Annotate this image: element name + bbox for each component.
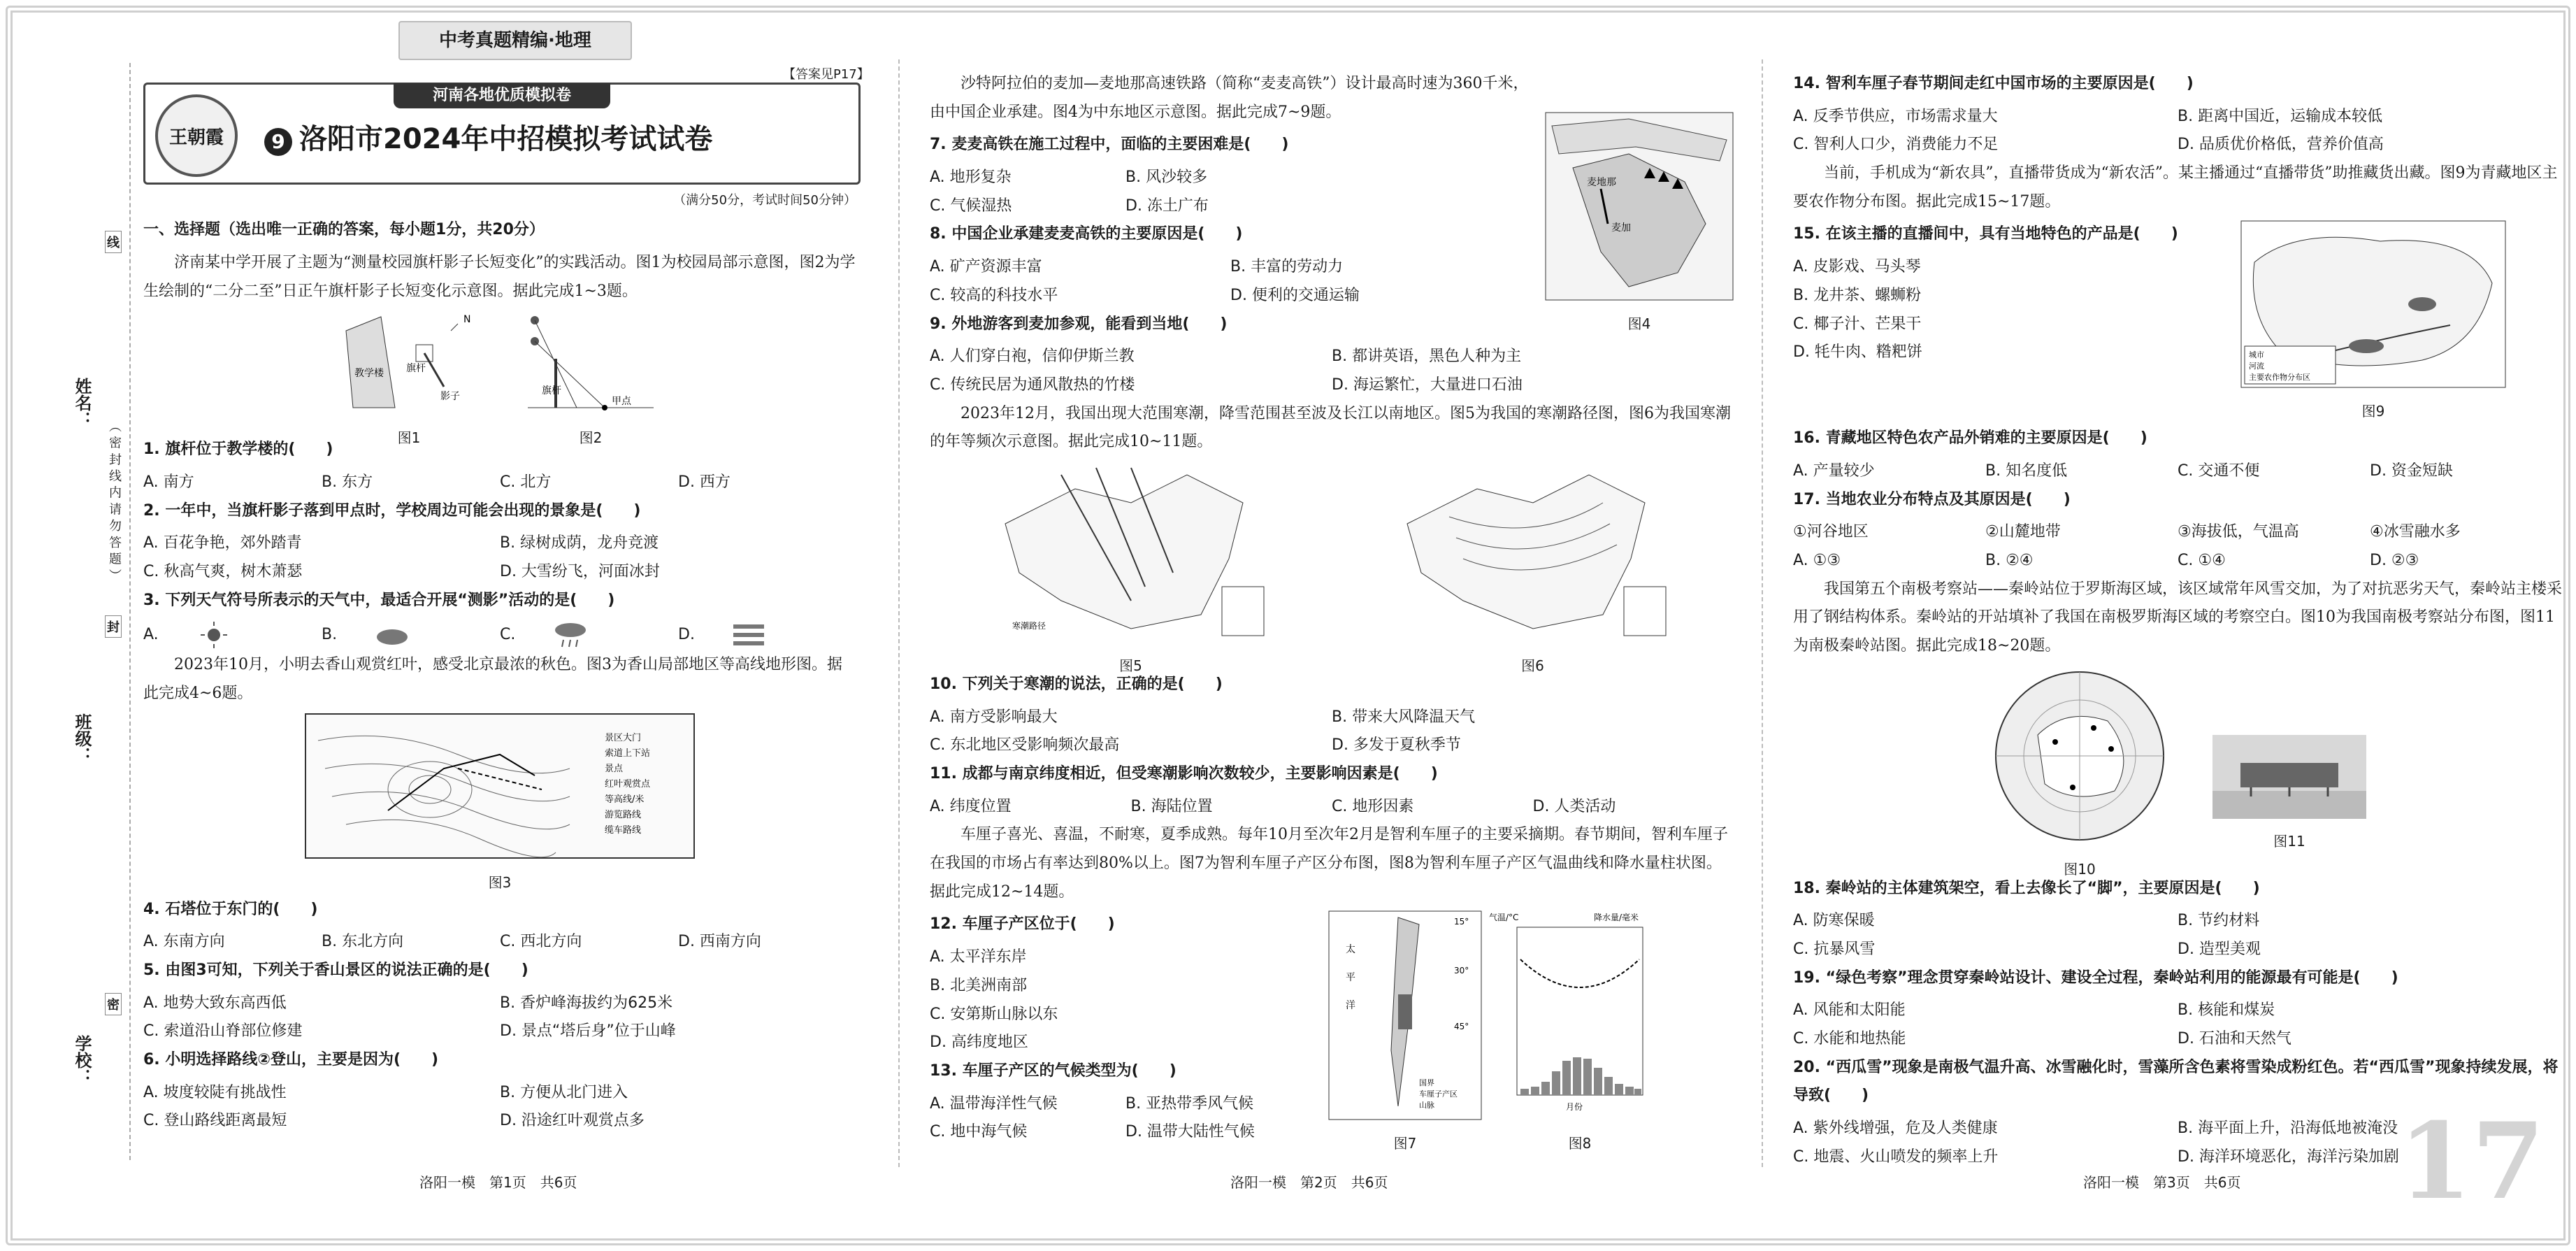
north-label: N [463, 314, 471, 326]
option: B. 绿树成荫，龙舟竞渡 [500, 534, 659, 552]
ocean-label: 平 [1346, 972, 1355, 984]
option: B. ②④ [1985, 551, 2034, 569]
option [143, 619, 322, 651]
figure-10-map [1989, 665, 2171, 847]
figure-7 [1328, 910, 1482, 1157]
option: D. 沿途红叶观赏点多 [500, 1112, 645, 1130]
option: A. ①③ [1793, 551, 1841, 569]
seal-line [129, 63, 131, 1160]
question-10-options [930, 703, 1734, 760]
option: A. 南方 [143, 473, 194, 492]
column-1 [143, 189, 856, 1195]
legend-item: 寒潮路径 [1012, 620, 1046, 631]
figure-11-caption: 图11 [2273, 833, 2305, 850]
intro-18-20: 我国第五个南极考察站——秦岭站位于罗斯海区域，该区域常年风雪交加，为了对抗恶劣天气，秦岭站主楼采用了钢结构体系。秦岭站的开站填补了我国在南极罗斯海区域的考察空白。图10为我国南极考察站分布图，图11为南极秦岭站图。据此完成18~20题。 [1793, 580, 2563, 655]
option: A. 地形复杂 [930, 169, 1012, 187]
figure-4 [1545, 112, 1734, 337]
footer-page-2: 洛阳一模 第2页 共6页 [1230, 1174, 1388, 1191]
question-12-options [930, 943, 1321, 1057]
option: C. 抗暴风雪 [1793, 941, 1876, 958]
q12-13-text [930, 910, 1321, 1157]
option: B. 丰富的劳动力 [1230, 258, 1344, 276]
question-20: 20. “西瓜雪”现象是南极气温升高、冰雪融化时，雪藻所含色素将雪染成粉红色。若“西瓜雪”现象持续发展，将导致( ) [1793, 1058, 2559, 1105]
cloudy-icon [371, 619, 413, 651]
question-5-options [143, 989, 856, 1046]
legend-item: 景区大门 [605, 732, 642, 743]
footer-page-1: 洛阳一模 第1页 共6页 [419, 1174, 577, 1191]
figure-8-chart [1489, 910, 1671, 1120]
question-16-options [1793, 457, 2562, 486]
option: A. 风能和太阳能 [1793, 1001, 1906, 1020]
figure-1-diagram [339, 310, 479, 415]
figure-row-5-6 [930, 461, 1734, 674]
figure-3-caption: 图3 [488, 873, 512, 891]
question-13-options [930, 1090, 1321, 1147]
option: A. 产量较少 [1793, 462, 1875, 480]
ocean-label: 洋 [1346, 1000, 1355, 1012]
option: C. ①④ [2178, 551, 2226, 569]
option: C. 西北方向 [500, 933, 582, 951]
option: B. 东方 [322, 473, 373, 492]
city-label: 麦加 [1611, 222, 1631, 234]
option: D. ②③ [2370, 551, 2419, 569]
figure-4-caption: 图4 [1627, 315, 1651, 332]
figure-1 [339, 310, 479, 447]
question-6: 6. 小明选择路线②登山，主要是因为( ) [143, 1050, 439, 1068]
page-title [264, 117, 712, 157]
score-note: （满分50分，考试时间50分钟） [673, 193, 856, 208]
figure-7-caption: 图7 [1393, 1135, 1417, 1152]
option: C. 登山路线距离最短 [143, 1112, 287, 1130]
figure-row-10-11 [1793, 665, 2562, 878]
legend-item: 缆车路线 [605, 824, 642, 836]
legend-item: 游览路线 [605, 809, 642, 820]
option: A. 矿产资源丰富 [930, 258, 1042, 276]
figure-3-map [304, 713, 696, 859]
figure-10 [1989, 665, 2171, 878]
intro-15-17: 当前，手机成为“新农具”，直播带货成为“新农活”。某主播通过“直播带货”助推藏货出藏。图9为青藏地区主要农作物分布图。据此完成15~17题。 [1793, 164, 2558, 210]
question-2-options [143, 529, 856, 586]
question-10: 10. 下列关于寒潮的说法，正确的是( ) [930, 675, 1223, 693]
question-5: 5. 由图3可知，下列关于香山景区的说法正确的是( ) [143, 961, 528, 979]
legend-item: 城市 [2249, 350, 2264, 360]
option: C. 东北地区受影响频次最高 [930, 736, 1120, 755]
option: D. 冻土广布 [1125, 196, 1209, 215]
option: B. 海平面上升，沿海低地被淹没 [2178, 1120, 2398, 1138]
column-2 [930, 70, 1734, 1195]
legend-item: 红叶观赏点 [605, 778, 651, 789]
inset-box [1624, 587, 1666, 636]
figure-2 [521, 310, 661, 447]
side-name: 姓名： [72, 378, 92, 428]
option: B. 香炉峰海拔约为625米 [500, 994, 673, 1012]
option: D. 高纬度地区 [930, 1034, 1028, 1052]
side-mark-secret: 密 [105, 993, 122, 1015]
figure-9-caption: 图9 [2361, 403, 2385, 420]
figure-11-photo [2212, 735, 2366, 819]
figure-8-caption: 图8 [1568, 1135, 1592, 1152]
figure-9 [2240, 220, 2506, 424]
legend-item: 山脉 [1419, 1101, 1434, 1110]
figure-6-map [1393, 461, 1673, 643]
antarctica-outline [2038, 716, 2124, 796]
option: B. 节约材料 [2178, 912, 2260, 930]
axis-label: 降水量/毫米 [1594, 913, 1639, 923]
footer-page-3: 洛阳一模 第3页 共6页 [2083, 1174, 2241, 1191]
question-12: 12. 车厘子产区位于( ) [930, 915, 1115, 934]
precipitation-bars [1520, 1057, 1641, 1095]
option: D. 西方 [678, 473, 731, 492]
pole-label: 旗杆 [542, 385, 561, 397]
option: B. 都讲英语，黑色人种为主 [1332, 348, 1522, 366]
option: B. 龙井茶、螺蛳粉 [1793, 286, 1922, 304]
option: D. 景点“塔后身”位于山峰 [500, 1022, 676, 1041]
option: A. 皮影戏、马头琴 [1793, 258, 1921, 276]
title-badge: 河南各地优质模拟卷 [394, 83, 610, 108]
option: C. 地中海气候 [930, 1123, 1028, 1141]
item: ①河谷地区 [1793, 523, 1869, 541]
option: A. 紫外线增强，危及人类健康 [1793, 1120, 1998, 1138]
question-16: 16. 青藏地区特色农产品外销难的主要原因是( ) [1793, 429, 2147, 448]
intro-12-14: 车厘子喜光、喜温，不耐寒，夏季成熟。每年10月至次年2月是智利车厘子的主要采摘期。春节期间，智利车厘子在我国的市场占有率达到80%以上。图7为智利车厘子产区分布图，图8为智利车厘子产区气温曲线和降水量柱状图。据此完成12~14题。 [930, 826, 1728, 901]
figure-4-map [1545, 112, 1734, 301]
shadow-label: 影子 [440, 391, 460, 403]
option: B. 知名度低 [1985, 462, 2068, 480]
option: B. 核能和煤炭 [2178, 1001, 2275, 1020]
option: C. 交通不便 [2178, 462, 2260, 480]
option: C. 秋高气爽，树木萧瑟 [143, 563, 303, 581]
option: B. 带来大风降温天气 [1332, 708, 1476, 726]
temperature-curve [1520, 959, 1639, 987]
intro-1-3: 济南某中学开展了主题为“测量校园旗杆影子长短变化”的实践活动。图1为校园局部示意图，图2为学生绘制的“二分二至”日正午旗杆影子长短变化示意图。据此完成1~3题。 [143, 253, 856, 300]
sun-ray [535, 341, 605, 408]
question-4-options [143, 928, 856, 957]
answer-ref: 【答案见P17】 [783, 67, 870, 82]
option: A. 纬度位置 [930, 797, 1012, 815]
legend-item: 车厘子产区 [1419, 1089, 1458, 1099]
option: D. 石油和天然气 [2178, 1030, 2291, 1048]
shadow-line [424, 353, 444, 387]
option: D. 牦牛肉、糌粑饼 [1793, 343, 1922, 362]
building-label: 教学楼 [354, 368, 384, 380]
option: C. 地震、火山喷发的频率上升 [1793, 1148, 1999, 1166]
option: D. 温带大陆性气候 [1125, 1123, 1255, 1141]
figure-9-map [2240, 220, 2506, 388]
side-seal: （ 密 封 线 内 请 勿 答 题 ） [107, 420, 122, 582]
figure-5-map [991, 461, 1271, 643]
figure-2-diagram [521, 310, 661, 415]
column-3 [1793, 70, 2562, 1195]
figure-7-map [1328, 910, 1482, 1120]
option [678, 619, 856, 651]
question-1-options [143, 469, 856, 497]
option-label: A. [143, 626, 159, 644]
question-3-options [143, 619, 856, 651]
legend-item: 等高线/米 [605, 794, 645, 805]
option: D. 海运繁忙，大量进口石油 [1332, 376, 1523, 394]
axis-label: 气温/°C [1489, 913, 1519, 923]
question-17-options [1793, 547, 2562, 576]
question-18-options [1793, 907, 2562, 964]
question-3: 3. 下列天气符号所表示的天气中，最适合开展“测影”活动的是( ) [143, 591, 615, 609]
option: A. 南方受影响最大 [930, 708, 1058, 726]
question-15-options [1793, 253, 2240, 367]
figure-row-1-2 [339, 310, 856, 447]
option: A. 防寒保暖 [1793, 912, 1875, 930]
latitude-label: 15° [1454, 917, 1469, 927]
city-label: 麦地那 [1587, 177, 1616, 188]
legend-item: 景点 [605, 763, 624, 774]
figure-3 [304, 713, 696, 896]
question-17-items [1793, 518, 2562, 547]
question-9: 9. 外地游客到麦加参观，能看到当地( ) [930, 315, 1228, 333]
option: A. 反季节供应，市场需求量大 [1793, 107, 1998, 125]
series-tab: 中考真题精编·地理 [398, 21, 632, 60]
question-11: 11. 成都与南京纬度相近，但受寒潮影响次数较少，主要影响因素是( ) [930, 765, 1438, 782]
option [500, 619, 678, 651]
item: ④冰雪融水多 [2370, 523, 2461, 541]
figure-6-caption: 图6 [1521, 657, 1544, 674]
option: A. 温带海洋性气候 [930, 1094, 1058, 1113]
north-arrow-icon [451, 324, 458, 331]
option: B. 方便从北门进入 [500, 1083, 628, 1101]
logo: 王朝霞 [155, 94, 238, 177]
legend-item: 索道上下站 [605, 748, 651, 759]
option: A. 人们穿白袍，信仰伊斯兰教 [930, 348, 1135, 366]
inset-box [1222, 587, 1264, 636]
question-2: 2. 一年中，当旗杆影子落到甲点时，学校周边可能会出现的景象是( ) [143, 501, 641, 520]
option: C. 安第斯山脉以东 [930, 1005, 1058, 1023]
option: C. 北方 [500, 473, 552, 492]
q15-block [1793, 220, 2562, 424]
china-outline [1005, 475, 1243, 629]
column-divider [1762, 59, 1763, 1167]
question-7-options [930, 164, 1321, 220]
item: ③海拔低，气温高 [2178, 523, 2299, 541]
building-shape [346, 317, 395, 408]
station-building [2240, 763, 2338, 787]
option: A. 太平洋东岸 [930, 948, 1027, 966]
figure-2-caption: 图2 [579, 429, 603, 447]
option: C. 椰子汁、芒果干 [1793, 315, 1922, 333]
section-heading: 一、选择题（选出唯一正确的答案，每小题1分，共20分） [143, 221, 545, 239]
question-17: 17. 当地农业分布特点及其原因是( ) [1793, 490, 2071, 508]
question-15: 15. 在该主播的直播间中，具有当地特色的产品是( ) [1793, 225, 2178, 243]
option: D. 大雪纷飞，河面冰封 [500, 563, 660, 581]
q15-text [1793, 220, 2240, 424]
q12-13-block [930, 910, 1734, 1157]
option: D. 西南方向 [678, 933, 761, 951]
option: D. 海洋环境恶化，海洋污染加剧 [2178, 1148, 2399, 1166]
option: A. 地势大致东高西低 [143, 994, 287, 1012]
option: C. 传统民居为通风散热的竹楼 [930, 376, 1135, 394]
page-number: 17 [2398, 1100, 2545, 1223]
option-label: D. [678, 626, 695, 644]
option: C. 较高的科技水平 [930, 286, 1058, 304]
option: C. 水能和地热能 [1793, 1030, 1906, 1048]
figure-5-caption: 图5 [1119, 657, 1142, 674]
question-14: 14. 智利车厘子春节期间走红中国市场的主要原因是( ) [1793, 75, 2194, 92]
option: D. 资金短缺 [2370, 462, 2453, 480]
latitude-label: 30° [1454, 966, 1469, 976]
figure-10-caption: 图10 [2064, 861, 2096, 878]
option-label: C. [500, 626, 516, 644]
option: C. 智利人口少，消费能力不足 [1793, 136, 1999, 154]
title-box [143, 83, 861, 185]
option [322, 619, 500, 651]
option: C. 地形因素 [1332, 797, 1414, 815]
column-divider [898, 59, 900, 1167]
intro-10-11: 2023年12月，我国出现大范围寒潮，降雪范围甚至波及长江以南地区。图5为我国的寒潮路径图，图6为我国寒潮的年等频次示意图。据此完成10~11题。 [930, 404, 1731, 451]
cherry-region [1398, 994, 1412, 1029]
pole-label: 旗杆 [406, 363, 426, 375]
option: C. 索道沿山脊部位修建 [143, 1022, 303, 1041]
option: B. 海陆位置 [1130, 797, 1213, 815]
question-6-options [143, 1079, 856, 1136]
intro-7-9: 沙特阿拉伯的麦加—麦地那高速铁路（简称“麦麦高铁”）设计最高时速为360千米，由中国企业承建。图4为中东地区示意图。据此完成7~9题。 [930, 75, 1529, 121]
latitude-label: 45° [1454, 1022, 1469, 1032]
question-18: 18. 秦岭站的主体建筑架空，看上去像长了“脚”，主要原因是( ) [1793, 879, 2260, 897]
legend-item: 河流 [2249, 362, 2264, 371]
option: B. 风沙较多 [1125, 169, 1208, 187]
ocean-label: 太 [1346, 944, 1355, 956]
option: B. 距离中国近，运输成本较低 [2178, 107, 2383, 125]
option: A. 东南方向 [143, 933, 225, 951]
question-19-options [1793, 996, 2562, 1053]
option-label: B. [322, 626, 338, 644]
question-9-options [930, 343, 1734, 399]
question-14-options [1793, 103, 2562, 159]
side-school: 学校： [72, 1035, 92, 1085]
question-8-options [930, 253, 1531, 310]
question-13: 13. 车厘子产区的气候类型为( ) [930, 1061, 1177, 1080]
fog-icon [728, 619, 770, 651]
question-8: 8. 中国企业承建麦麦高铁的主要原因是( ) [930, 225, 1243, 243]
option: A. 百花争艳，郊外踏青 [143, 534, 302, 552]
point-jia [602, 405, 607, 410]
option: D. 人类活动 [1532, 797, 1616, 815]
question-19: 19. “绿色考察”理念贯穿秦岭站设计、建设全过程，秦岭站利用的能源最有可能是( ) [1793, 968, 2398, 987]
legend-item: 主要农作物分布区 [2249, 373, 2310, 383]
figure-1-caption: 图1 [397, 429, 421, 447]
figure-8 [1489, 910, 1671, 1157]
option: B. 北美洲南部 [930, 976, 1028, 994]
option: D. 便利的交通运输 [1230, 286, 1360, 304]
side-class: 班级： [72, 713, 92, 764]
figure-11 [2212, 665, 2366, 875]
option: B. 亚热带季风气候 [1125, 1094, 1254, 1113]
legend-item: 国界 [1419, 1078, 1434, 1088]
figure-5 [991, 461, 1271, 674]
question-7: 7. 麦麦高铁在施工过程中，面临的主要困难是( ) [930, 136, 1289, 154]
option: D. 造型美观 [2178, 941, 2261, 958]
question-11-options [930, 793, 1734, 822]
title-text: 洛阳市2024年中招模拟考试试卷 [299, 123, 713, 155]
option: D. 品质优价格低，营养价值高 [2178, 136, 2384, 154]
axis-label: 月份 [1566, 1102, 1583, 1113]
exam-number-badge: 9 [264, 128, 292, 156]
sunny-icon [193, 619, 235, 651]
question-1: 1. 旗杆位于教学楼的( ) [143, 441, 333, 459]
question-4: 4. 石塔位于东门的( ) [143, 900, 318, 918]
rain-icon [549, 619, 591, 651]
option: D. 多发于夏秋季节 [1332, 736, 1461, 755]
point-label: 甲点 [612, 396, 631, 408]
item: ②山麓地带 [1985, 523, 2061, 541]
intro-4-6: 2023年10月，小明去香山观赏红叶，感受北京最浓的秋色。图3为香山局部地区等高线地形图。据此完成4~6题。 [143, 656, 842, 703]
china-outline [1407, 475, 1645, 629]
figure-6 [1393, 461, 1673, 674]
option: C. 气候湿热 [930, 196, 1012, 215]
option: B. 东北方向 [322, 933, 404, 951]
side-mark-seal: 封 [105, 615, 122, 638]
side-mark-line: 线 [105, 231, 122, 253]
option: A. 坡度较陡有挑战性 [143, 1083, 287, 1101]
